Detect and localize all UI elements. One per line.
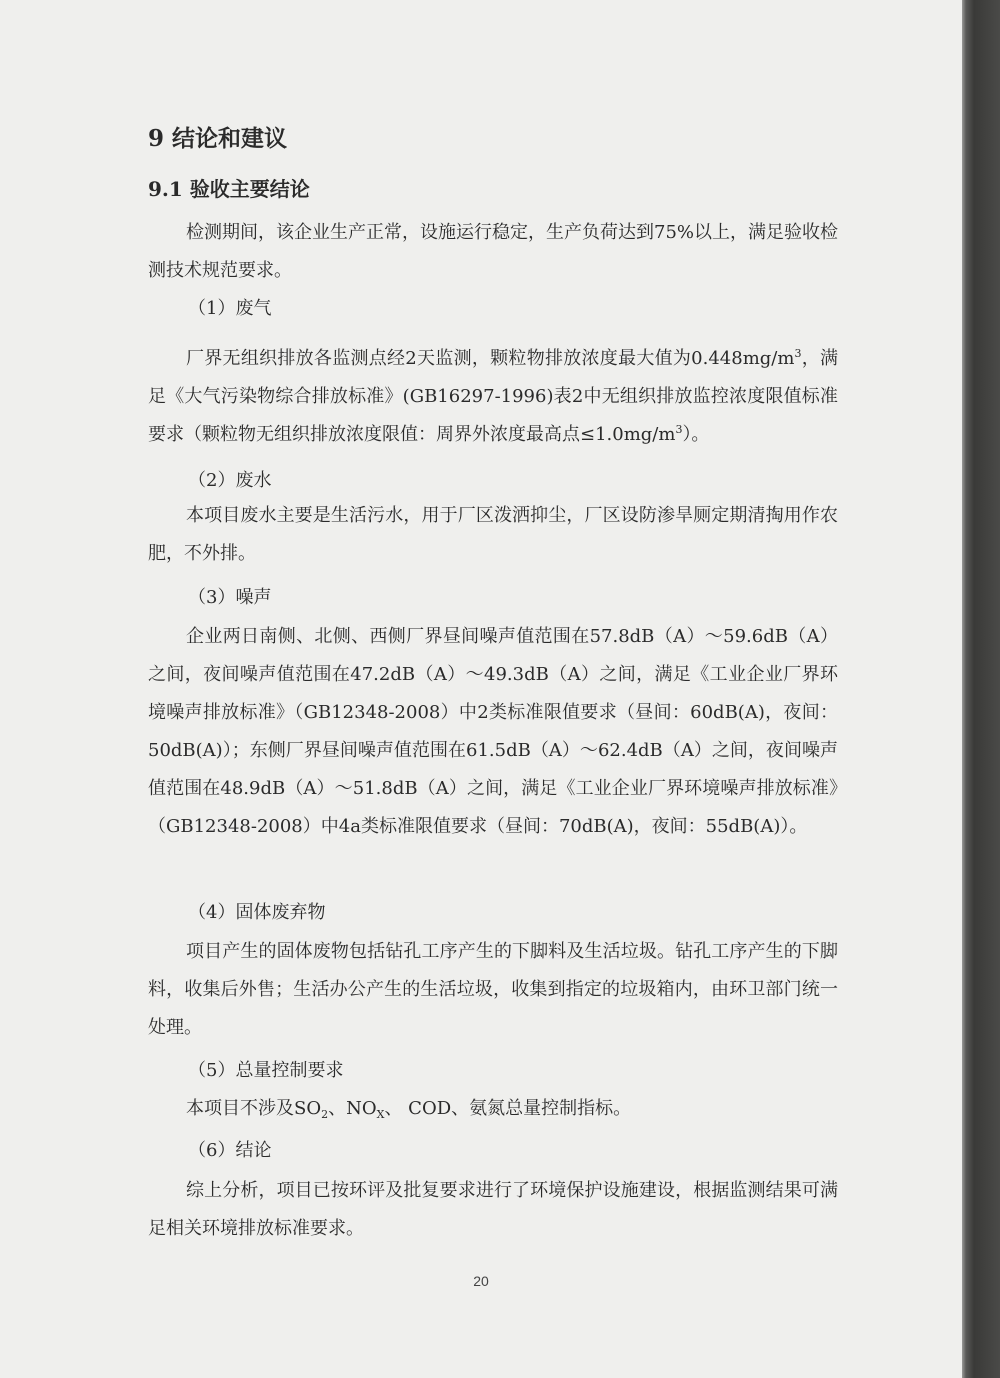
gas-label: （1）废气 <box>188 298 272 319</box>
total-control-label: （5）总量控制要求 <box>188 1060 344 1081</box>
water-paragraph: 本项目废水主要是生活污水，用于厂区泼洒抑尘，厂区设防渗旱厕定期清掏用作农肥，不外排。 <box>148 505 838 564</box>
conclusion-label: （6）结论 <box>188 1140 272 1161</box>
conclusion-paragraph: 综上分析，项目已按环评及批复要求进行了环境保护设施建设，根据监测结果可满足相关环境排放标准要求。 <box>148 1180 838 1239</box>
scan-edge <box>962 0 1000 1378</box>
section-heading: 9 结论和建议 <box>148 125 288 152</box>
noise-label: （3）噪声 <box>188 587 272 608</box>
subsection-heading: 9.1 验收主要结论 <box>148 177 310 201</box>
solid-waste-label: （4）固体废弃物 <box>188 902 326 923</box>
solid-waste-paragraph: 项目产生的固体废物包括钻孔工序产生的下脚料及生活垃圾。钻孔工序产生的下脚料，收集后外售；生活办公产生的生活垃圾，收集到指定的垃圾箱内，由环卫部门统一处理。 <box>148 941 838 1038</box>
noise-paragraph: 企业两日南侧、北侧、西侧厂界昼间噪声值范围在57.8dB（A）～59.6dB（A）之间，夜间噪声值范围在47.2dB（A）～49.3dB（A）之间，满足《工业企业厂界环境噪声排放标准》（GB12348-2008）中2类标准限值要求（昼间：60dB(A)，夜间：50dB(A)）；东侧厂界昼间噪声值范围在61.5dB（A）～62.4dB（A）之间，夜间噪声值范围在48.9dB（A）～51.8dB（A）之间，满足《工业企业厂界环境噪声排放标准》（GB12348-2008）中4a类标准限值要求（昼间：70dB(A)，夜间：55dB(A)）。 <box>148 626 838 837</box>
intro-paragraph: 检测期间，该企业生产正常，设施运行稳定，生产负荷达到75%以上，满足验收检测技术规范要求。 <box>148 222 839 281</box>
gas-paragraph: 厂界无组织排放各监测点经2天监测，颗粒物排放浓度最大值为$0.448mg/m^3$，满足《大气污染物综合排放标准》(GB16297-1996)表2中无组织排放监控浓度限值标准要求（颗粒物无组织排放浓度限值：周界外浓度最高点$\le 1.0mg/m^3$）。 <box>148 347 838 445</box>
page-number: 20 <box>473 1273 489 1289</box>
total-control-paragraph: 本项目不涉及$SO_2$、$NO_X$、 COD、氨氮总量控制指标。 <box>186 1098 632 1121</box>
water-label: （2）废水 <box>188 470 272 491</box>
